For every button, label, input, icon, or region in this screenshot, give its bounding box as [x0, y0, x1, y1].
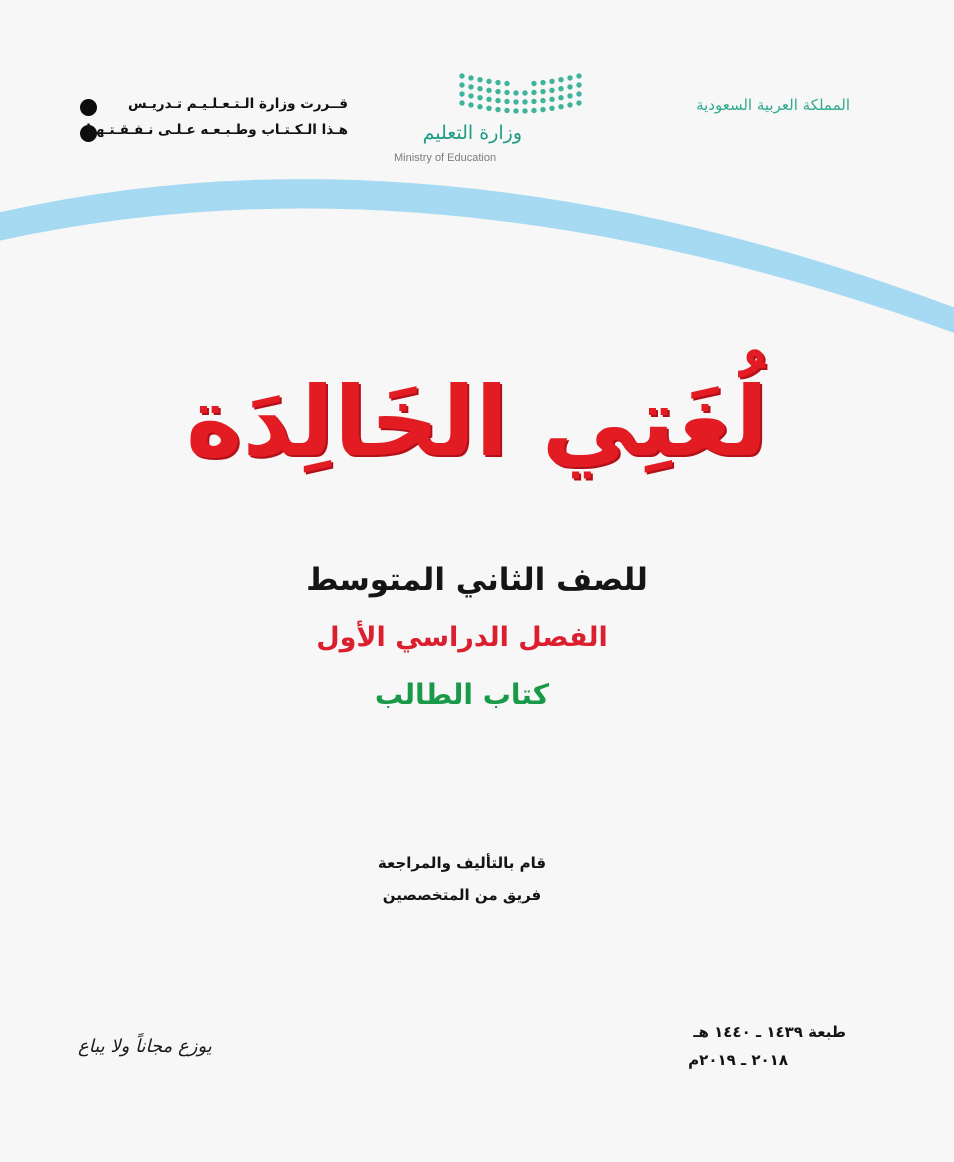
logo-dot	[477, 77, 482, 82]
logo-dot	[459, 73, 464, 78]
logo-dot	[531, 81, 536, 86]
logo-dot	[459, 82, 464, 87]
logo-dot	[486, 79, 491, 84]
notice-text: قــررت وزارة الـتـعـلـيـم تـدريـس	[128, 96, 348, 112]
edition-gregorian: ٢٠١٨ ـ ٢٠١٩م	[688, 1051, 788, 1069]
logo-dot	[513, 90, 518, 95]
logo-dot	[513, 108, 518, 113]
notice-text: هـذا الـكـتـاب وطـبـعـه عـلـى نـفـقـتـهـا	[86, 122, 348, 138]
bullet-icon	[80, 99, 97, 116]
logo-dot	[468, 93, 473, 98]
logo-dot	[522, 108, 527, 113]
grade-level: للصف الثاني المتوسط	[306, 562, 648, 598]
authors-credit	[0, 847, 924, 911]
approval-notice	[78, 96, 348, 148]
logo-dot	[486, 97, 491, 102]
free-distribution-note: يوزع مجاناً ولا يباع	[78, 1036, 212, 1057]
logo-dot	[495, 107, 500, 112]
logo-dot	[504, 90, 509, 95]
logo-dot	[549, 88, 554, 93]
logo-dot	[576, 91, 581, 96]
logo-dot	[459, 91, 464, 96]
logo-dot	[495, 89, 500, 94]
logo-dot	[558, 95, 563, 100]
logo-dot	[576, 82, 581, 87]
logo-dot	[486, 88, 491, 93]
book-title: لُغَتِي الخَالِدَة	[185, 366, 769, 478]
logo-dot	[477, 95, 482, 100]
logo-dot	[477, 104, 482, 109]
semester: الفصل الدراسي الأول	[316, 622, 608, 653]
logo-dot	[549, 97, 554, 102]
logo-dot	[504, 99, 509, 104]
logo-dot	[558, 77, 563, 82]
logo-dot	[495, 98, 500, 103]
logo-dot	[459, 100, 464, 105]
logo-dot	[540, 80, 545, 85]
arc-band	[0, 179, 954, 350]
logo-dot	[513, 99, 518, 104]
edition-info	[688, 1018, 846, 1074]
authors-line: قام بالتأليف والمراجعة	[377, 854, 547, 872]
logo-dot	[567, 84, 572, 89]
logo-dot	[477, 86, 482, 91]
logo-dot	[576, 100, 581, 105]
logo-dot	[558, 86, 563, 91]
logo-dot	[549, 106, 554, 111]
logo-dot	[540, 107, 545, 112]
logo-dot	[495, 80, 500, 85]
book-type: كتاب الطالب	[374, 678, 550, 711]
logo-dot	[540, 89, 545, 94]
notice-line	[78, 96, 348, 122]
logo-dot	[576, 73, 581, 78]
authors-line: فريق من المتخصصين	[382, 886, 542, 904]
logo-dot	[468, 75, 473, 80]
decorative-arc	[0, 170, 954, 360]
logo-dot	[567, 75, 572, 80]
logo-dot	[531, 90, 536, 95]
ministry-name-english: Ministry of Education	[394, 152, 497, 164]
logo-dot	[522, 90, 527, 95]
logo-dot	[504, 81, 509, 86]
notice-line	[78, 122, 348, 148]
logo-dot	[531, 99, 536, 104]
ministry-logo-dots-icon	[392, 70, 584, 118]
country-name: المملكة العربية السعودية	[696, 96, 850, 114]
logo-dot	[468, 102, 473, 107]
logo-dot	[540, 98, 545, 103]
logo-dot	[486, 106, 491, 111]
ministry-name-arabic: وزارة التعليم	[422, 122, 522, 144]
logo-dot	[549, 79, 554, 84]
logo-dot	[468, 84, 473, 89]
logo-dot	[567, 102, 572, 107]
logo-dot	[504, 108, 509, 113]
ministry-logo	[392, 70, 584, 170]
edition-hijri: طبعة ١٤٣٩ ـ ١٤٤٠ هـ	[693, 1023, 846, 1041]
logo-dot	[531, 108, 536, 113]
logo-dot	[567, 93, 572, 98]
logo-dot	[522, 99, 527, 104]
logo-dot	[558, 104, 563, 109]
